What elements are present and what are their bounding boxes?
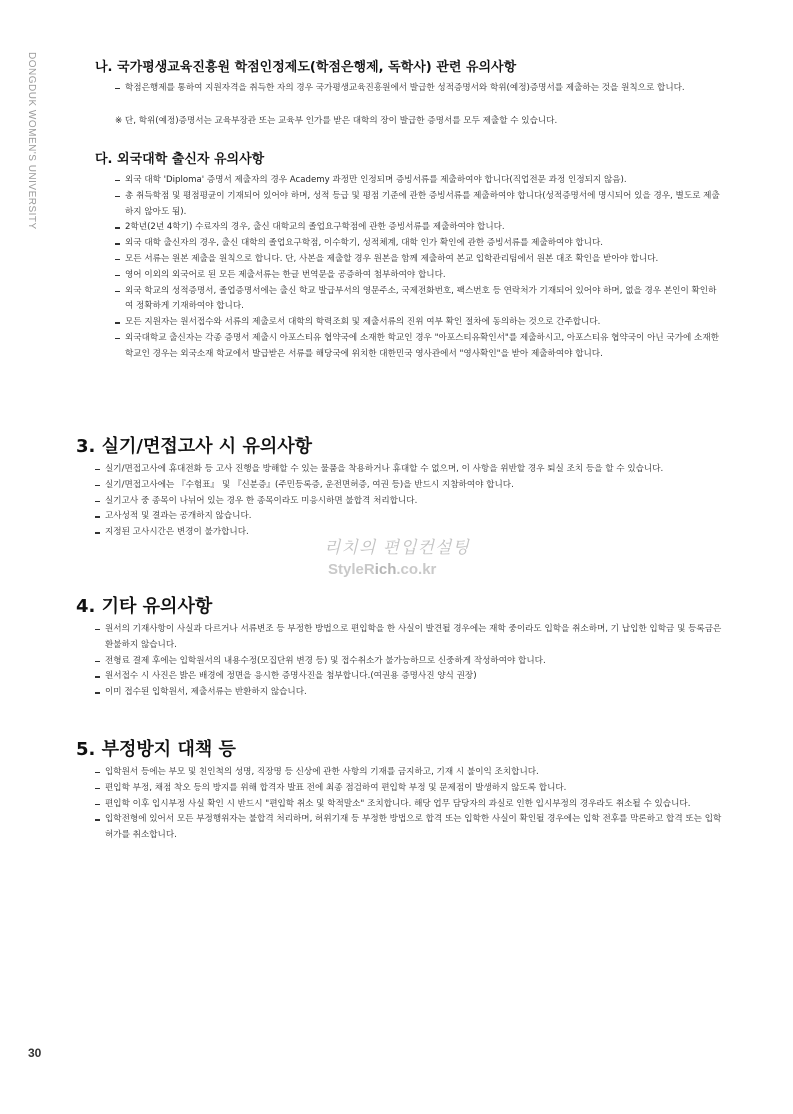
list-item: 외국 대학 'Diploma' 증명서 제출자의 경우 Academy 과정만 인정되며 증빙서류를 제출하여야 합니다(직업전문 과정 인정되지 않음).: [115, 173, 723, 189]
list-item: 원서의 기재사항이 사실과 다르거나 서류변조 등 부정한 방법으로 편입학을 한 사실이 발견될 경우에는 재학 중이라도 입학을 취소하며, 기 납입한 입학금 및 등록금은 환불하지 않습니다.: [95, 622, 723, 654]
list-item: 지정된 고사시간은 변경이 불가합니다.: [95, 525, 723, 541]
section-na-note: ※ 단, 학위(예정)증명서는 교육부장관 또는 교육부 인가를 받은 대학의 장이 발급한 증명서를 모두 제출할 수 있습니다.: [115, 116, 558, 126]
list-item: 이미 접수된 입학원서, 제출서류는 반환하지 않습니다.: [95, 685, 723, 701]
list-item: 고사성적 및 결과는 공개하지 않습니다.: [95, 509, 723, 525]
watermark-handwritten: 리치의 편입컨설팅: [324, 538, 470, 558]
section-5-title: 5. 부정방지 대책 등: [76, 739, 236, 760]
list-item: 입학원서 등에는 부모 및 친인척의 성명, 직장명 등 신상에 관한 사항의 기재를 금지하고, 기재 시 불이익 조치합니다.: [95, 765, 723, 781]
section-4-list: [95, 622, 723, 701]
list-item: 편입학 부정, 채점 착오 등의 방지를 위해 합격자 발표 전에 최종 점검하여 편입학 부정 및 문제점이 발생하지 않도록 합니다.: [95, 781, 723, 797]
section-da-title: 다. 외국대학 출신자 유의사항: [95, 152, 265, 167]
list-item: 외국 학교의 성적증명서, 졸업증명서에는 출신 학교 발급부서의 영문주소, 국제전화번호, 팩스번호 등 연락처가 기재되어 있어야 하며, 없을 경우 본인이 확인하여 정확하게 기재하여야 합니다.: [115, 284, 723, 316]
section-na-title: 나. 국가평생교육진흥원 학점인정제도(학점은행제, 독학사) 관련 유의사항: [95, 60, 517, 75]
list-item: 전형료 결제 후에는 입학원서의 내용수정(모집단위 변경 등) 및 접수취소가 불가능하므로 신중하게 작성하여야 합니다.: [95, 654, 723, 670]
university-side-label: DONGDUK WOMEN'S UNIVERSITY: [26, 52, 37, 230]
list-item: 영어 이외의 외국어로 된 모든 제출서류는 한글 번역문을 공증하여 첨부하여야 합니다.: [115, 268, 723, 284]
list-item: 실기/면접고사에는 『수험표』 및 『신분증』(주민등록증, 운전면허증, 여권 등)을 반드시 지참하여야 합니다.: [95, 478, 723, 494]
section-5-list: [95, 765, 723, 844]
list-item: 원서접수 시 사진은 밝은 배경에 정면을 응시한 증명사진을 첨부합니다.(여권용 증명사진 양식 권장): [95, 669, 723, 685]
list-item: 실기/면접고사에 휴대전화 등 고사 진행을 방해할 수 있는 물품을 착용하거나 휴대할 수 없으며, 이 사항을 위반할 경우 퇴실 조치 등을 할 수 있습니다.: [95, 462, 723, 478]
list-item: 외국 대학 출신자의 경우, 출신 대학의 졸업요구학점, 이수학기, 성적체계, 대학 인가 확인에 관한 증빙서류를 제출하여야 합니다.: [115, 236, 723, 252]
list-item: 학점은행제를 통하여 지원자격을 취득한 자의 경우 국가평생교육진흥원에서 발급한 성적증명서와 학위(예정)증명서를 제출하는 것을 원칙으로 합니다.: [115, 81, 723, 97]
list-item: 외국대학교 출신자는 각종 증명서 제출시 아포스티유 협약국에 소재한 학교인 경우 "아포스티유확인서"를 제출하시고, 아포스티유 협약국이 아닌 국가에 소재한 학교인 경우는 외국소재 학교에서 발급받은 서류를 해당국에 위치한 대한민국 영사관에서 "영사확인"을 받아 제출하여야 합니다.: [115, 331, 723, 363]
list-item: 편입학 이후 입시부정 사실 확인 시 반드시 "편입학 취소 및 학적말소" 조치합니다. 해당 업무 담당자의 과실로 인한 입시부정의 경우라도 취소될 수 있습니다.: [95, 797, 723, 813]
section-na-list: [115, 81, 723, 97]
list-item: 모든 서류는 원본 제출을 원칙으로 합니다. 단, 사본을 제출할 경우 원본을 함께 제출하여 본교 입학관리팀에서 원본 대조 확인을 받아야 합니다.: [115, 252, 723, 268]
list-item: 입학전형에 있어서 모든 부정행위자는 불합격 처리하며, 허위기재 등 부정한 방법으로 합격 또는 입학한 사실이 확인될 경우에는 입학 전후를 막론하고 합격 또는 입학허가를 취소합니다.: [95, 812, 723, 844]
watermark-site-domain: .co.kr: [396, 561, 437, 578]
section-da-list: [115, 173, 723, 363]
watermark-site: [328, 561, 436, 578]
section-3-list: [95, 462, 723, 541]
section-4-title: 4. 기타 유의사항: [76, 596, 213, 617]
watermark-site-accent: ich: [374, 561, 397, 578]
list-item: 총 취득학점 및 평점평균이 기재되어 있어야 하며, 성적 등급 및 평점 기준에 관한 증빙서류를 제출하여야 합니다(성적증명서에 명시되어 있을 경우, 별도로 제출하지 않아도 됨).: [115, 189, 723, 221]
list-item: 모든 지원자는 원서접수와 서류의 제출로서 대학의 학력조회 및 제출서류의 진위 여부 확인 절차에 동의하는 것으로 간주합니다.: [115, 315, 723, 331]
page-number: 30: [28, 1046, 42, 1060]
list-item: 2학년(2년 4학기) 수료자의 경우, 출신 대학교의 졸업요구학점에 관한 증빙서류를 제출하여야 합니다.: [115, 220, 723, 236]
watermark-site-main: StyleR: [328, 561, 375, 578]
list-item: 실기고사 중 종목이 나뉘어 있는 경우 한 종목이라도 미응시하면 불합격 처리합니다.: [95, 494, 723, 510]
section-3-title: 3. 실기/면접고사 시 유의사항: [76, 436, 313, 457]
